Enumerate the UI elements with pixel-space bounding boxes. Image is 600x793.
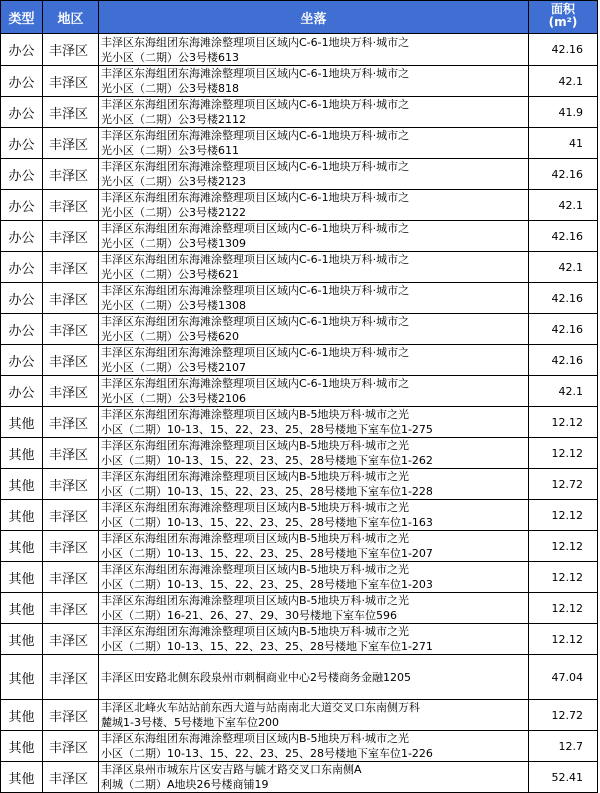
header-location[interactable]: 坐落 — [99, 1, 529, 34]
table-row[interactable] — [1, 700, 598, 731]
location-line-2: 光小区（二期）公3号楼2107 — [101, 361, 246, 374]
cell-location[interactable] — [99, 531, 529, 562]
cell-location[interactable] — [99, 283, 529, 314]
table-row[interactable] — [1, 128, 598, 159]
cell-area[interactable]: 12.72 — [529, 700, 598, 731]
location-line-1: 丰泽区东海组团东海滩涂整理项目区域内B-5地块万科·城市之光 — [101, 439, 410, 452]
location-line-2: 光小区（二期）公3号楼2112 — [101, 113, 246, 126]
cell-area[interactable]: 12.12 — [529, 624, 598, 655]
cell-area[interactable]: 12.12 — [529, 407, 598, 438]
cell-area[interactable]: 47.04 — [529, 655, 598, 700]
cell-area[interactable]: 12.7 — [529, 731, 598, 762]
table-row[interactable] — [1, 731, 598, 762]
cell-region[interactable]: 丰泽区 — [43, 376, 99, 407]
cell-type[interactable]: 其他 — [1, 469, 43, 500]
table-row[interactable] — [1, 159, 598, 190]
location-line-2: 光小区（二期）公3号楼2106 — [101, 392, 246, 405]
location-line-1: 丰泽区东海组团东海滩涂整理项目区域内B-5地块万科·城市之光 — [101, 625, 410, 638]
cell-type[interactable]: 其他 — [1, 531, 43, 562]
table-row[interactable] — [1, 252, 598, 283]
location-line-1: 丰泽区东海组团东海滩涂整理项目区域内B-5地块万科·城市之光 — [101, 408, 410, 421]
cell-location[interactable] — [99, 221, 529, 252]
location-line-1: 丰泽区东海组团东海滩涂整理项目区域内C-6-1地块万科·城市之 — [101, 67, 410, 80]
cell-region[interactable]: 丰泽区 — [43, 190, 99, 221]
cell-location[interactable] — [99, 190, 529, 221]
cell-type[interactable]: 办公 — [1, 190, 43, 221]
location-line-1: 丰泽区田安路北侧东段泉州市刺桐商业中心2号楼商务金融1205 — [101, 670, 411, 684]
cell-region[interactable]: 丰泽区 — [43, 34, 99, 66]
location-line-2: 小区（二期）10-13、15、22、23、25、28号楼地下室车位1-203 — [101, 578, 433, 591]
cell-area[interactable]: 42.16 — [529, 283, 598, 314]
location-line-2: 利城（二期）A地块26号楼商铺19 — [101, 778, 269, 791]
cell-area[interactable]: 12.12 — [529, 438, 598, 469]
location-line-1: 丰泽区东海组团东海滩涂整理项目区域内C-6-1地块万科·城市之 — [101, 222, 410, 235]
cell-location[interactable] — [99, 376, 529, 407]
cell-region[interactable]: 丰泽区 — [43, 593, 99, 624]
cell-type[interactable]: 办公 — [1, 34, 43, 66]
table-row[interactable] — [1, 762, 598, 793]
location-line-1: 丰泽区东海组团东海滩涂整理项目区域内C-6-1地块万科·城市之 — [101, 160, 410, 173]
cell-region[interactable]: 丰泽区 — [43, 438, 99, 469]
location-line-2: 光小区（二期）公3号楼1308 — [101, 299, 246, 312]
cell-region[interactable]: 丰泽区 — [43, 159, 99, 190]
cell-location[interactable] — [99, 624, 529, 655]
cell-area[interactable]: 12.72 — [529, 469, 598, 500]
cell-region[interactable]: 丰泽区 — [43, 762, 99, 793]
cell-type[interactable]: 其他 — [1, 700, 43, 731]
location-line-1: 丰泽区东海组团东海滩涂整理项目区域内B-5地块万科·城市之光 — [101, 563, 410, 576]
table-row[interactable] — [1, 345, 598, 376]
cell-area[interactable]: 42.1 — [529, 190, 598, 221]
location-line-1: 丰泽区东海组团东海滩涂整理项目区域内C-6-1地块万科·城市之 — [101, 35, 410, 49]
header-area-unit: (m²) — [548, 15, 578, 29]
table-row[interactable] — [1, 531, 598, 562]
cell-area[interactable]: 42.1 — [529, 376, 598, 407]
location-line-1: 丰泽区东海组团东海滩涂整理项目区域内C-6-1地块万科·城市之 — [101, 284, 410, 297]
cell-type[interactable]: 办公 — [1, 221, 43, 252]
cell-area[interactable]: 42.1 — [529, 252, 598, 283]
location-line-2: 光小区（二期）公3号楼818 — [101, 82, 239, 95]
location-line-2: 小区（二期）10-13、15、22、23、25、28号楼地下室车位1-226 — [101, 747, 433, 760]
cell-region[interactable]: 丰泽区 — [43, 655, 99, 700]
cell-region[interactable]: 丰泽区 — [43, 500, 99, 531]
location-line-1: 丰泽区东海组团东海滩涂整理项目区域内C-6-1地块万科·城市之 — [101, 191, 410, 204]
cell-area[interactable]: 42.16 — [529, 345, 598, 376]
table-row[interactable] — [1, 500, 598, 531]
cell-area[interactable]: 12.12 — [529, 562, 598, 593]
cell-region[interactable]: 丰泽区 — [43, 221, 99, 252]
cell-location[interactable] — [99, 66, 529, 97]
cell-location[interactable] — [99, 700, 529, 731]
location-line-2: 小区（二期）10-13、15、22、23、25、28号楼地下室车位1-271 — [101, 640, 433, 653]
cell-location[interactable] — [99, 655, 529, 700]
cell-location[interactable] — [99, 762, 529, 793]
cell-type[interactable]: 其他 — [1, 438, 43, 469]
table-row[interactable] — [1, 407, 598, 438]
table-row[interactable] — [1, 562, 598, 593]
location-line-2: 小区（二期）10-13、15、22、23、25、28号楼地下室车位1-228 — [101, 485, 433, 498]
cell-location[interactable] — [99, 500, 529, 531]
location-line-2: 小区（二期）16-21、26、27、29、30号楼地下室车位596 — [101, 609, 397, 622]
cell-location[interactable] — [99, 128, 529, 159]
cell-region[interactable]: 丰泽区 — [43, 531, 99, 562]
location-line-1: 丰泽区泉州市城东片区安吉路与毓才路交叉口东南侧A — [101, 763, 362, 776]
location-line-2: 小区（二期）10-13、15、22、23、25、28号楼地下室车位1-262 — [101, 454, 433, 467]
cell-type[interactable]: 办公 — [1, 283, 43, 314]
cell-type[interactable]: 办公 — [1, 66, 43, 97]
cell-type[interactable]: 办公 — [1, 376, 43, 407]
cell-location[interactable] — [99, 407, 529, 438]
location-line-1: 丰泽区东海组团东海滩涂整理项目区域内B-5地块万科·城市之光 — [101, 532, 410, 545]
cell-location[interactable] — [99, 34, 529, 66]
cell-region[interactable]: 丰泽区 — [43, 345, 99, 376]
cell-type[interactable]: 办公 — [1, 159, 43, 190]
cell-location[interactable] — [99, 252, 529, 283]
location-line-2: 小区（二期）10-13、15、22、23、25、28号楼地下室车位1-275 — [101, 423, 433, 436]
location-line-2: 麓城1-3号楼、5号楼地下室车位200 — [101, 716, 279, 729]
cell-region[interactable]: 丰泽区 — [43, 314, 99, 345]
table-row[interactable] — [1, 283, 598, 314]
table-row[interactable] — [1, 190, 598, 221]
cell-type[interactable]: 其他 — [1, 407, 43, 438]
cell-area[interactable]: 42.16 — [529, 314, 598, 345]
cell-region[interactable]: 丰泽区 — [43, 66, 99, 97]
table-body — [1, 34, 598, 793]
location-line-2: 光小区（二期）公3号楼613 — [101, 50, 239, 64]
cell-region[interactable]: 丰泽区 — [43, 283, 99, 314]
location-line-2: 光小区（二期）公3号楼620 — [101, 330, 239, 343]
location-line-2: 光小区（二期）公3号楼2122 — [101, 206, 246, 219]
cell-region[interactable]: 丰泽区 — [43, 469, 99, 500]
header-area-label: 面积 — [550, 2, 575, 16]
cell-area[interactable]: 12.12 — [529, 531, 598, 562]
cell-region[interactable]: 丰泽区 — [43, 128, 99, 159]
cell-type[interactable]: 办公 — [1, 128, 43, 159]
cell-location[interactable] — [99, 469, 529, 500]
cell-location[interactable] — [99, 345, 529, 376]
header-type[interactable]: 类型 — [1, 1, 43, 34]
table-row[interactable] — [1, 376, 598, 407]
location-line-1: 丰泽区东海组团东海滩涂整理项目区域内C-6-1地块万科·城市之 — [101, 129, 410, 142]
location-line-2: 小区（二期）10-13、15、22、23、25、28号楼地下室车位1-207 — [101, 547, 433, 560]
cell-region[interactable]: 丰泽区 — [43, 252, 99, 283]
table-row[interactable] — [1, 438, 598, 469]
cell-type[interactable]: 其他 — [1, 593, 43, 624]
location-line-2: 小区（二期）10-13、15、22、23、25、28号楼地下室车位1-163 — [101, 516, 433, 529]
location-line-1: 丰泽区东海组团东海滩涂整理项目区域内B-5地块万科·城市之光 — [101, 732, 410, 745]
location-line-1: 丰泽区东海组团东海滩涂整理项目区域内B-5地块万科·城市之光 — [101, 594, 410, 607]
cell-area[interactable]: 42.1 — [529, 66, 598, 97]
cell-area[interactable]: 42.16 — [529, 221, 598, 252]
location-line-1: 丰泽区东海组团东海滩涂整理项目区域内C-6-1地块万科·城市之 — [101, 377, 410, 390]
table-row[interactable] — [1, 655, 598, 700]
table-row[interactable] — [1, 221, 598, 252]
cell-region[interactable]: 丰泽区 — [43, 97, 99, 128]
table-row[interactable] — [1, 469, 598, 500]
location-line-1: 丰泽区北峰火车站站前东西大道与站南南北大道交叉口东南侧万科 — [101, 701, 420, 714]
location-line-1: 丰泽区东海组团东海滩涂整理项目区域内C-6-1地块万科·城市之 — [101, 253, 410, 266]
cell-type[interactable]: 其他 — [1, 762, 43, 793]
cell-area[interactable]: 41.9 — [529, 97, 598, 128]
cell-region[interactable]: 丰泽区 — [43, 624, 99, 655]
header-area[interactable] — [529, 1, 598, 34]
table-row[interactable] — [1, 34, 598, 66]
table-row[interactable] — [1, 97, 598, 128]
cell-location[interactable] — [99, 314, 529, 345]
cell-type[interactable]: 其他 — [1, 731, 43, 762]
cell-type[interactable]: 其他 — [1, 500, 43, 531]
cell-type[interactable]: 其他 — [1, 624, 43, 655]
cell-type[interactable]: 办公 — [1, 314, 43, 345]
cell-location[interactable] — [99, 593, 529, 624]
table-row[interactable] — [1, 314, 598, 345]
cell-type[interactable]: 其他 — [1, 655, 43, 700]
cell-type[interactable]: 办公 — [1, 252, 43, 283]
cell-area[interactable]: 12.12 — [529, 500, 598, 531]
cell-region[interactable]: 丰泽区 — [43, 700, 99, 731]
table-row[interactable] — [1, 66, 598, 97]
cell-region[interactable]: 丰泽区 — [43, 731, 99, 762]
cell-area[interactable]: 41 — [529, 128, 598, 159]
cell-region[interactable]: 丰泽区 — [43, 562, 99, 593]
cell-area[interactable]: 12.12 — [529, 593, 598, 624]
cell-location[interactable] — [99, 731, 529, 762]
location-line-2: 光小区（二期）公3号楼1309 — [101, 237, 246, 250]
cell-location[interactable] — [99, 97, 529, 128]
location-line-2: 光小区（二期）公3号楼611 — [101, 144, 239, 157]
location-line-1: 丰泽区东海组团东海滩涂整理项目区域内B-5地块万科·城市之光 — [101, 470, 410, 483]
cell-area[interactable]: 42.16 — [529, 34, 598, 66]
cell-location[interactable] — [99, 159, 529, 190]
cell-type[interactable]: 办公 — [1, 97, 43, 128]
cell-region[interactable]: 丰泽区 — [43, 407, 99, 438]
header-region[interactable]: 地区 — [43, 1, 99, 34]
location-line-1: 丰泽区东海组团东海滩涂整理项目区域内C-6-1地块万科·城市之 — [101, 346, 410, 359]
cell-area[interactable]: 52.41 — [529, 762, 598, 793]
cell-type[interactable]: 其他 — [1, 562, 43, 593]
location-line-1: 丰泽区东海组团东海滩涂整理项目区域内C-6-1地块万科·城市之 — [101, 315, 410, 328]
table-row[interactable] — [1, 593, 598, 624]
cell-location[interactable] — [99, 438, 529, 469]
location-line-2: 光小区（二期）公3号楼621 — [101, 268, 239, 281]
cell-type[interactable]: 办公 — [1, 345, 43, 376]
location-line-1: 丰泽区东海组团东海滩涂整理项目区域内B-5地块万科·城市之光 — [101, 501, 410, 514]
cell-area[interactable]: 42.16 — [529, 159, 598, 190]
location-line-1: 丰泽区东海组团东海滩涂整理项目区域内C-6-1地块万科·城市之 — [101, 98, 410, 111]
table-row[interactable] — [1, 624, 598, 655]
cell-location[interactable] — [99, 562, 529, 593]
header-row — [1, 1, 598, 34]
location-line-2: 光小区（二期）公3号楼2123 — [101, 175, 246, 188]
